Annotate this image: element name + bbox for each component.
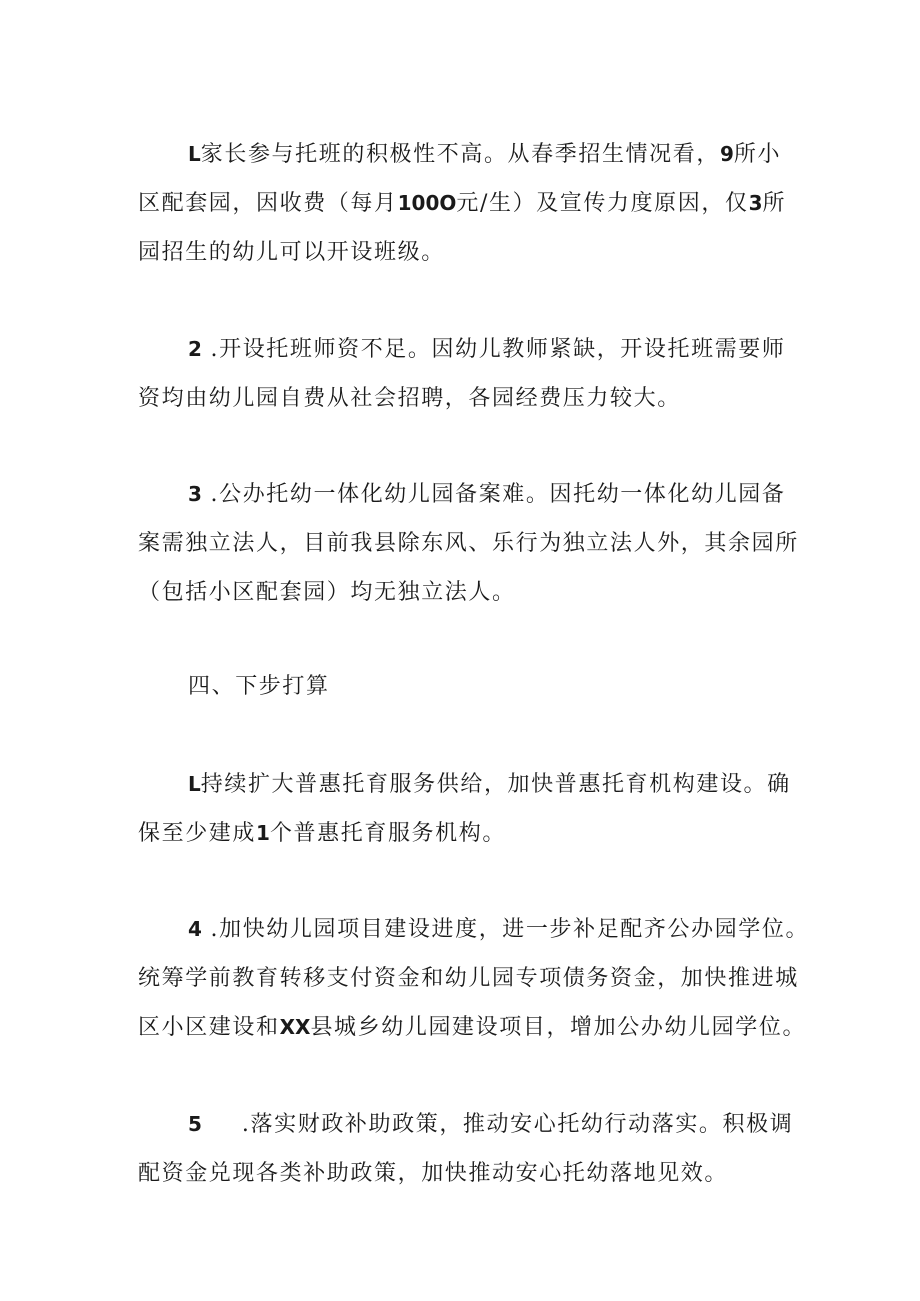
list-marker: L (188, 772, 201, 796)
text-segment: 家长参与托班的积极性不高。从春季招生情况看， (200, 142, 720, 167)
text-segment: 县城乡幼儿园建设项目，增加公办幼儿园学位。 (310, 1015, 807, 1040)
paragraph-2-line-2: 资均由幼儿园自费从社会招聘，各园经费压力较大。 (138, 386, 681, 411)
number: XX (279, 1015, 311, 1039)
text-segment: 区小区建设和 (138, 1015, 280, 1040)
paragraph-5-line-3 (138, 1003, 807, 1052)
paragraph-1-line-1 (138, 130, 798, 179)
paragraph-4-line-2 (138, 809, 798, 858)
number: 3 (748, 191, 763, 215)
text-segment: 持续扩大普惠托育服务供给，加快普惠托育机构建设。确 (200, 772, 791, 797)
text-segment: 保至少建成 (138, 821, 257, 846)
paragraph-1-line-2 (138, 179, 798, 228)
paragraph-3 (138, 470, 798, 617)
text-segment: 个普惠托育服务机构。 (269, 821, 506, 846)
text-segment: .落实财政补助政策，推动安心托幼行动落实。积极调 (241, 1112, 794, 1137)
list-marker: 2 (188, 337, 202, 361)
paragraph-3-line-2: 案需独立法人，目前我县除东风、乐行为独立法人外，其余园所 (138, 531, 799, 556)
text-segment: .加快幼儿园项目建设进度，进一步补足配齐公办园学位。 (210, 917, 810, 942)
paragraph-5-line-1 (138, 905, 810, 954)
list-marker: L (188, 142, 201, 166)
text-segment: .公办托幼一体化幼儿园备案难。因托幼一体化幼儿园备 (210, 482, 786, 507)
number: 9 (719, 142, 734, 166)
list-marker: 5 (188, 1112, 202, 1136)
number: 100O (397, 191, 457, 215)
paragraph-4 (138, 760, 798, 858)
text-segment: 所小 (733, 142, 782, 167)
list-marker: 4 (188, 917, 202, 941)
text-segment: 所 (762, 191, 787, 216)
paragraph-1 (138, 130, 798, 277)
paragraph-5 (138, 905, 810, 1052)
paragraph-1-line-3: 园招生的幼儿可以开设班级。 (138, 240, 445, 265)
section-heading: 四、下步打算 (188, 674, 330, 699)
number: 1 (256, 821, 270, 845)
list-marker: 3 (188, 482, 202, 506)
text-segment: .开设托班师资不足。因幼儿教师紧缺，开设托班需要师 (210, 337, 786, 362)
paragraph-6-line-1 (138, 1100, 798, 1149)
paragraph-6-line-2: 配资金兑现各类补助政策，加快推动安心托幼落地见效。 (138, 1161, 729, 1186)
text-segment: 元/生）及宣传力度原因，仅 (456, 191, 749, 216)
paragraph-2 (138, 325, 798, 423)
paragraph-5-line-2: 统筹学前教育转移支付资金和幼儿园专项债务资金，加快推进城 (138, 966, 799, 991)
paragraph-3-line-3: （包括小区配套园）均无独立法人。 (138, 580, 516, 605)
paragraph-4-line-1 (138, 760, 798, 809)
paragraph-6 (138, 1100, 798, 1198)
text-segment: 区配套园，因收费（每月 (138, 191, 398, 216)
paragraph-3-line-1 (138, 470, 798, 519)
paragraph-2-line-1 (138, 325, 798, 374)
